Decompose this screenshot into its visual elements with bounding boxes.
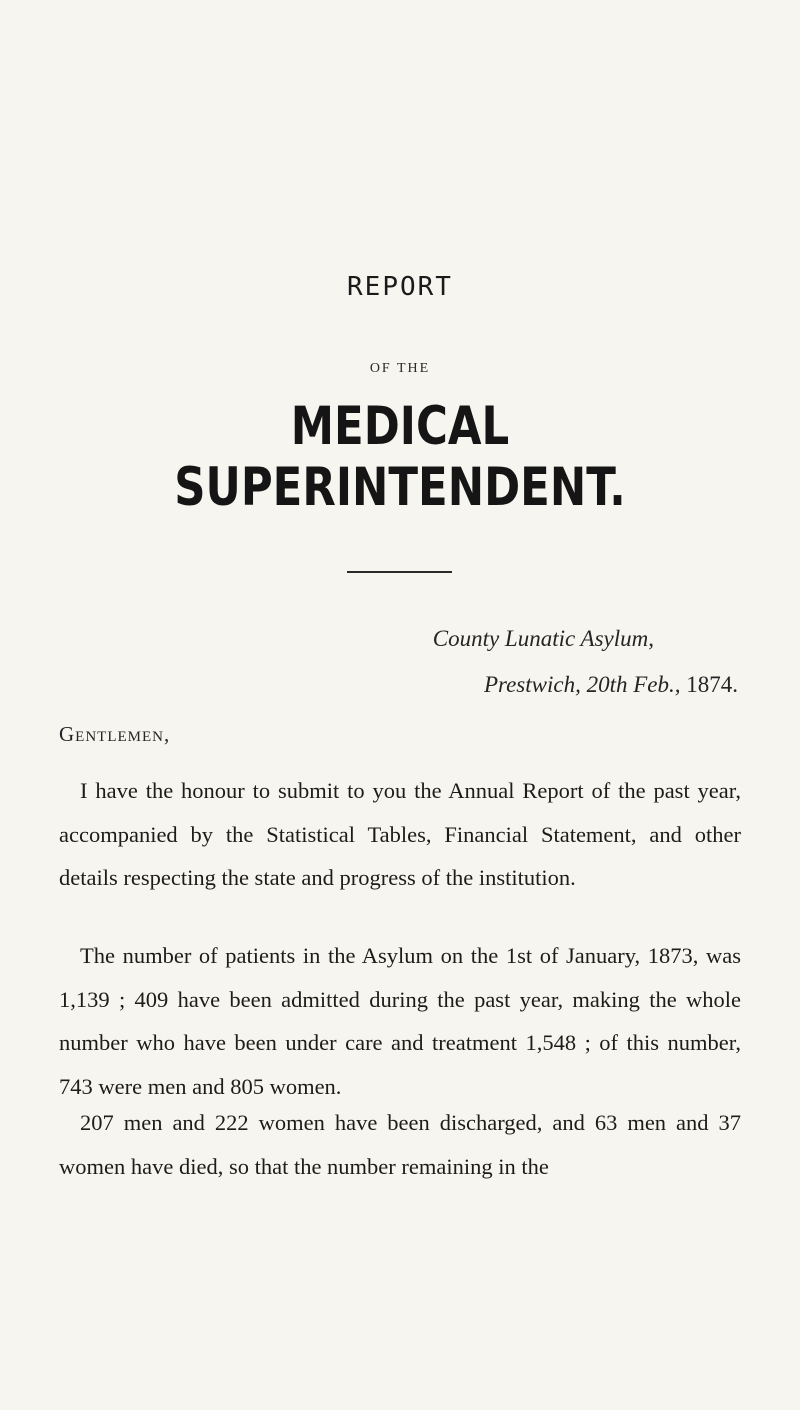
date-day: 20th Feb., [586, 672, 681, 697]
paragraph-1: I have the honour to submit to you the Annual Report of the past year, accompanied by the Statistical Tables, Financial Statement, and other details respecting the state and progress of the institution. [59, 778, 741, 890]
paragraph-3: 207 men and 222 women have been discharged, and 63 men and 37 women have died, so that the number remaining in the [59, 1110, 741, 1179]
date-year: 1874. [686, 672, 738, 697]
of-the-subheading: OF THE [369, 361, 431, 376]
report-heading: REPORT [347, 272, 453, 302]
divider-rule [347, 571, 452, 573]
letter-place: County Lunatic Asylum, [432, 626, 654, 651]
letter-date [0, 672, 738, 698]
date-place: Prestwich, [483, 672, 581, 697]
salutation: Gentlemen, [59, 722, 171, 746]
document-title: MEDICAL SUPERINTENDENT. [174, 396, 626, 518]
paragraph-2: The number of patients in the Asylum on the 1st of January, 1873, was 1,139 ; 409 have been admitted during the past year, making the whole number who have been under care and treatment 1,548 ; of this number, 743 were men and 805 women. [59, 943, 741, 1099]
